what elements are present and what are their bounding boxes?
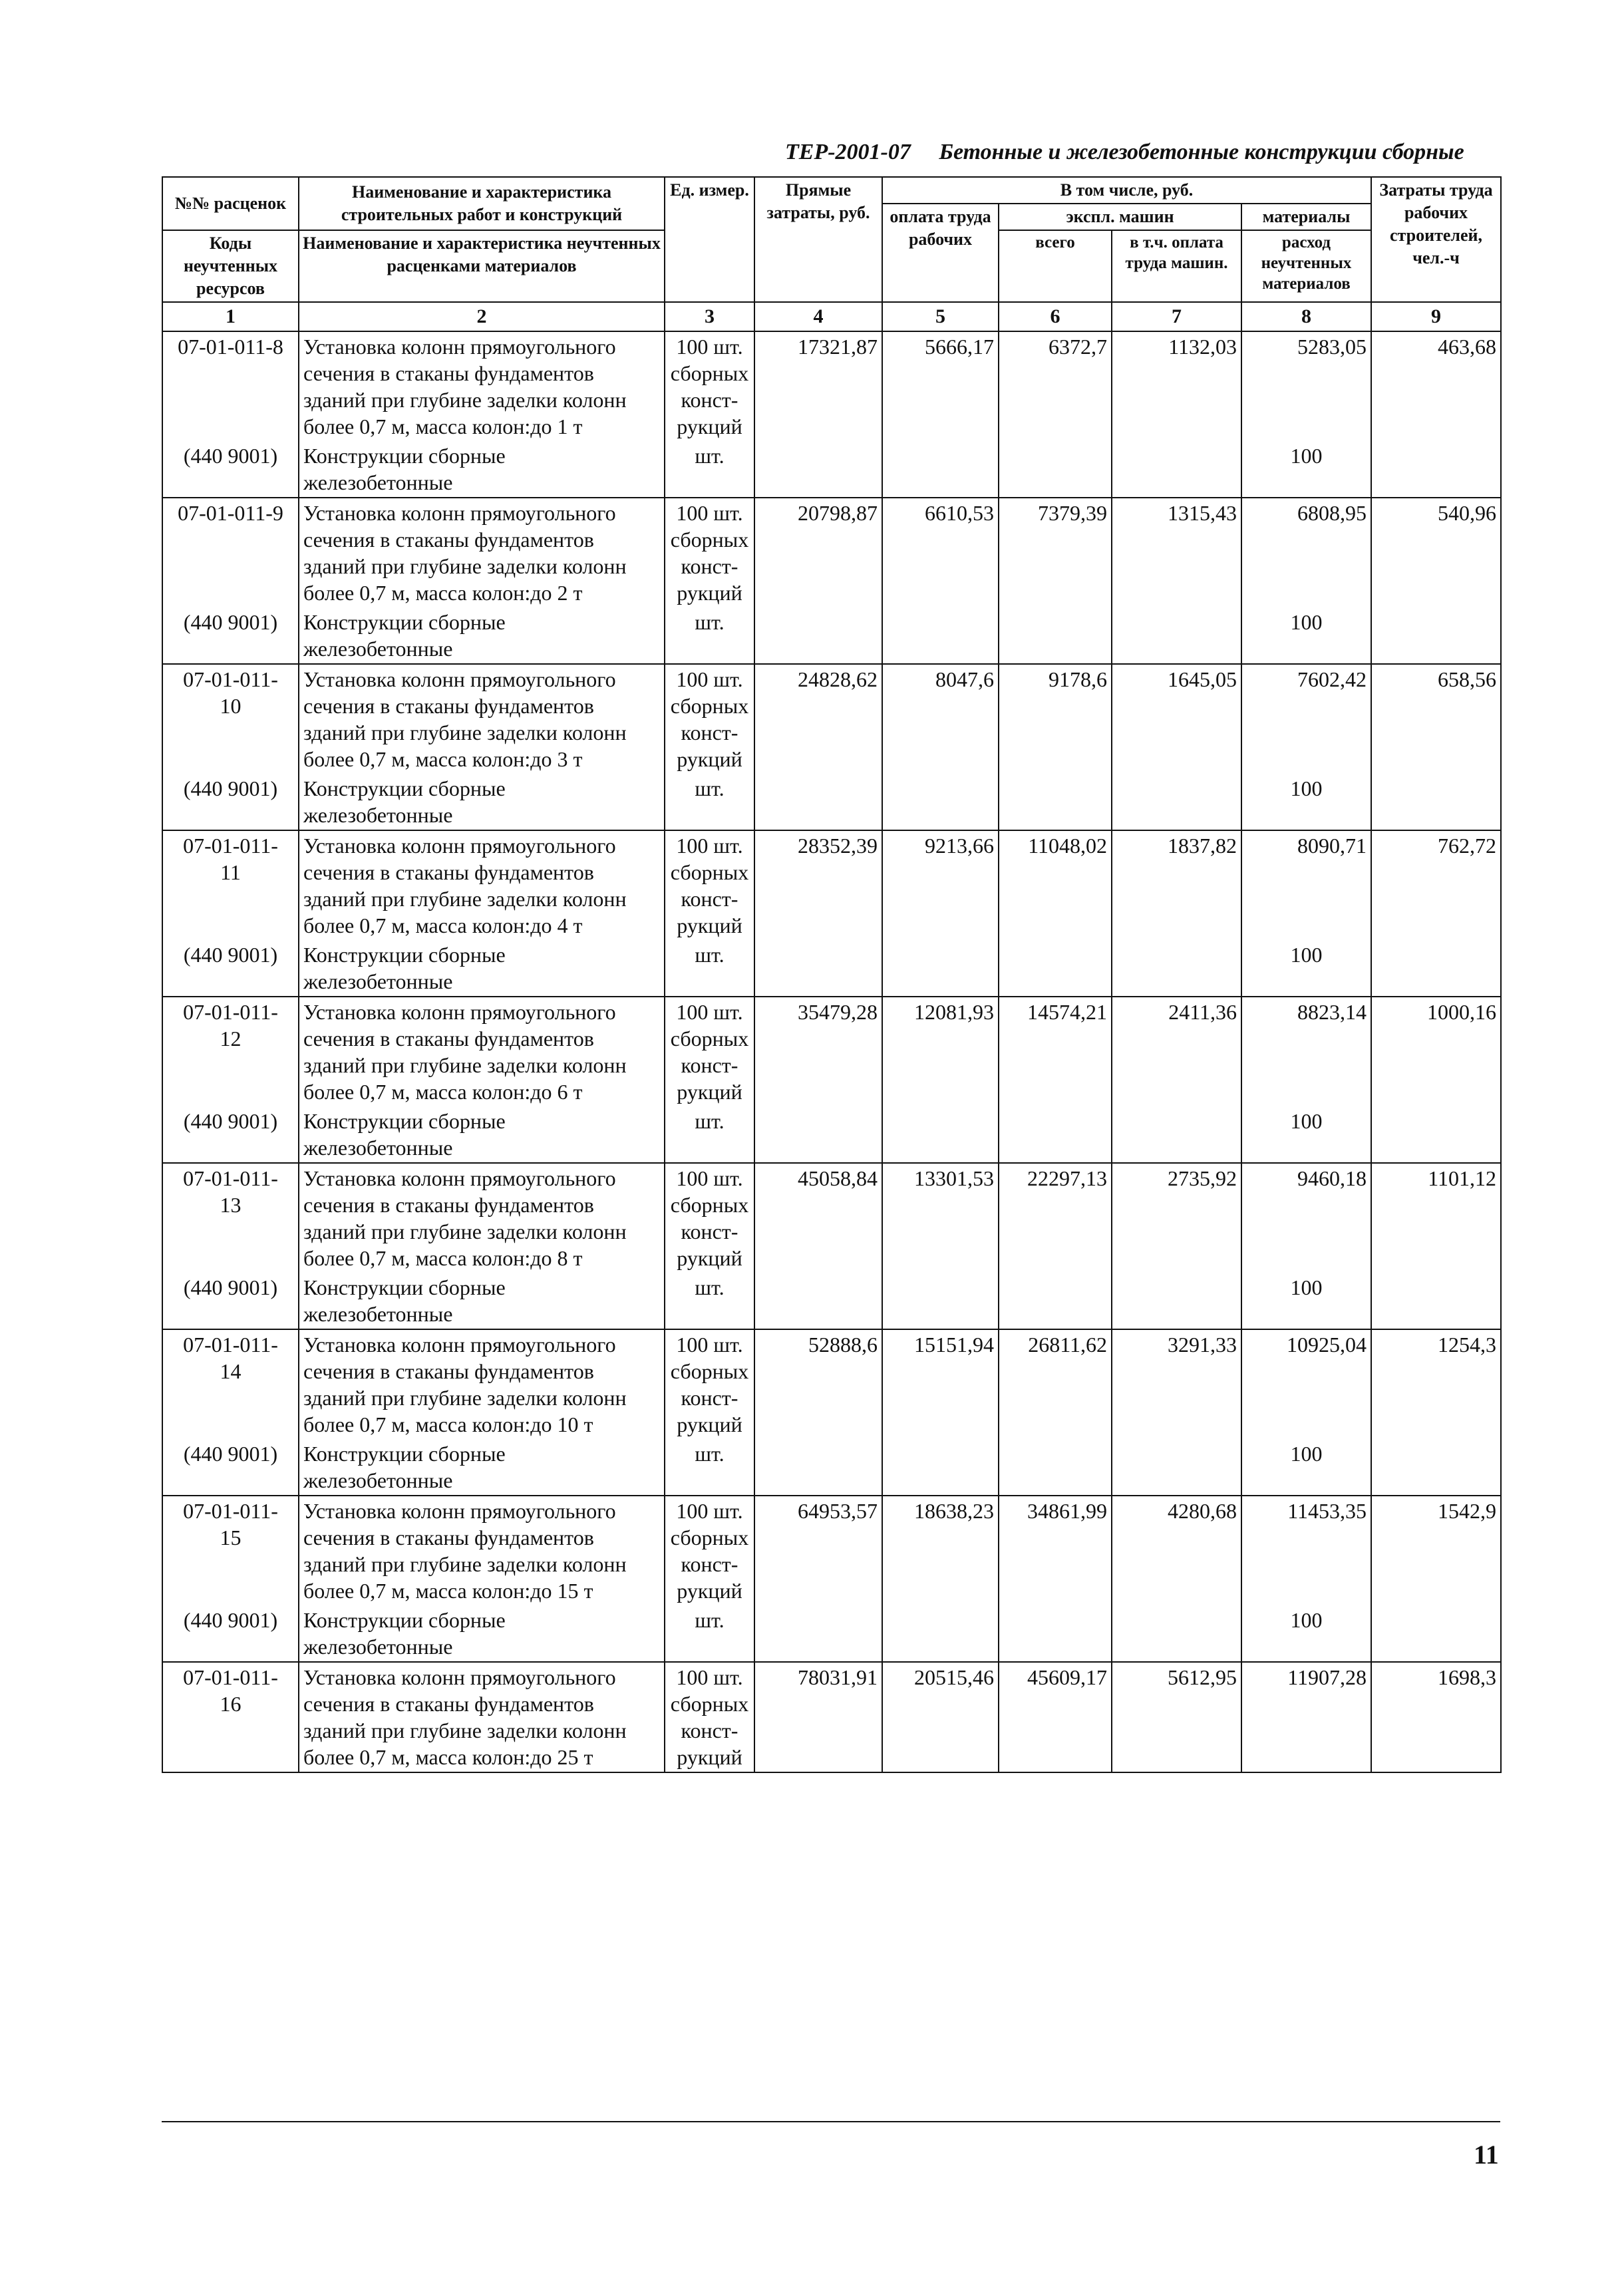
labor-pay-cell: 12081,93 [882,997,999,1106]
machine-labor-cell: 2735,92 [1112,1163,1241,1273]
direct-cost-cell: 20798,87 [754,498,882,607]
header-col1-a: №№ расценок [162,177,299,230]
direct-cost-cell: 35479,28 [754,997,882,1106]
labor-hours-cell: 1000,16 [1371,997,1501,1106]
materials-cell: 7602,42 [1241,664,1371,774]
resource-row [162,774,1501,830]
header-col3: Ед. измер. [665,177,754,302]
unit-cell: 100 шт. сборных конст-рукций [665,664,754,774]
empty-cell [882,1106,999,1163]
resource-row [162,1439,1501,1496]
resource-unit-cell: шт. [665,940,754,997]
labor-pay-cell: 9213,66 [882,830,999,940]
unit-cell: 100 шт. сборных конст-рукций [665,1163,754,1273]
resource-name-cell: Конструкции сборные железобетонные [299,441,665,498]
machine-labor-cell: 1315,43 [1112,498,1241,607]
table-row [162,1662,1501,1772]
resource-unit-cell: шт. [665,1106,754,1163]
labor-hours-cell: 1101,12 [1371,1163,1501,1273]
direct-cost-cell: 17321,87 [754,331,882,441]
empty-cell [1371,1439,1501,1496]
page-header [785,140,1500,165]
table-row [162,331,1501,441]
resource-qty-cell: 100 [1241,1106,1371,1163]
materials-cell: 8823,14 [1241,997,1371,1106]
machine-cost-cell: 26811,62 [999,1329,1112,1439]
work-name-cell: Установка колонн прямоугольного сечения в стаканы фундаментов зданий при глубине заделки колонн более 0,7 м, масса колон:до 8 т [299,1163,665,1273]
empty-cell [1371,1273,1501,1329]
table-row [162,498,1501,607]
column-number: 8 [1241,302,1371,331]
resource-code-cell: (440 9001) [162,1439,299,1496]
work-name-cell: Установка колонн прямоугольного сечения в стаканы фундаментов зданий при глубине заделки колонн более 0,7 м, масса колон:до 1 т [299,331,665,441]
header-col4: Прямые затраты, руб. [754,177,882,302]
unit-cell: 100 шт. сборных конст-рукций [665,1496,754,1605]
resource-name-cell: Конструкции сборные железобетонные [299,774,665,830]
labor-hours-cell: 762,72 [1371,830,1501,940]
resource-unit-cell: шт. [665,1605,754,1662]
labor-pay-cell: 6610,53 [882,498,999,607]
rate-code-cell: 07-01-011- 16 [162,1662,299,1772]
resource-code-cell: (440 9001) [162,940,299,997]
resource-name-cell: Конструкции сборные железобетонные [299,1106,665,1163]
machine-cost-cell: 6372,7 [999,331,1112,441]
column-number: 3 [665,302,754,331]
resource-row [162,1605,1501,1662]
header-col2-a: Наименование и характеристика строительных работ и конструкций [299,177,665,230]
resource-code-cell: (440 9001) [162,1106,299,1163]
labor-hours-cell: 658,56 [1371,664,1501,774]
empty-cell [1112,940,1241,997]
resource-code-cell: (440 9001) [162,607,299,664]
empty-cell [754,441,882,498]
rate-code-cell: 07-01-011-9 [162,498,299,607]
empty-cell [1371,940,1501,997]
footer-divider [162,2121,1500,2122]
unit-cell: 100 шт. сборных конст-рукций [665,331,754,441]
resource-qty-cell: 100 [1241,441,1371,498]
empty-cell [1112,441,1241,498]
empty-cell [999,1439,1112,1496]
resource-qty-cell: 100 [1241,1439,1371,1496]
resource-code-cell: (440 9001) [162,441,299,498]
header-group: В том числе, руб. [882,177,1371,204]
empty-cell [1371,1106,1501,1163]
machine-cost-cell: 45609,17 [999,1662,1112,1772]
work-name-cell: Установка колонн прямоугольного сечения в стаканы фундаментов зданий при глубине заделки колонн более 0,7 м, масса колон:до 3 т [299,664,665,774]
work-name-cell: Установка колонн прямоугольного сечения в стаканы фундаментов зданий при глубине заделки колонн более 0,7 м, масса колон:до 2 т [299,498,665,607]
labor-hours-cell: 463,68 [1371,331,1501,441]
direct-cost-cell: 64953,57 [754,1496,882,1605]
header-col9: Затраты труда рабочих строителей, чел.-ч [1371,177,1501,302]
empty-cell [754,607,882,664]
resource-name-cell: Конструкции сборные железобетонные [299,1439,665,1496]
resource-name-cell: Конструкции сборные железобетонные [299,940,665,997]
header-col5: оплата труда рабочих [882,204,999,302]
labor-hours-cell: 1698,3 [1371,1662,1501,1772]
resource-code-cell: (440 9001) [162,1273,299,1329]
empty-cell [1112,1605,1241,1662]
header-col2-b: Наименование и характеристика неучтенных расценками материалов [299,230,665,302]
rates-table [162,176,1502,1773]
empty-cell [999,441,1112,498]
page-number: 11 [1474,2140,1499,2170]
work-name-cell: Установка колонн прямоугольного сечения в стаканы фундаментов зданий при глубине заделки колонн более 0,7 м, масса колон:до 6 т [299,997,665,1106]
work-name-cell: Установка колонн прямоугольного сечения в стаканы фундаментов зданий при глубине заделки колонн более 0,7 м, масса колон:до 4 т [299,830,665,940]
unit-cell: 100 шт. сборных конст-рукций [665,1329,754,1439]
resource-qty-cell: 100 [1241,607,1371,664]
labor-pay-cell: 13301,53 [882,1163,999,1273]
resource-unit-cell: шт. [665,441,754,498]
machine-cost-cell: 34861,99 [999,1496,1112,1605]
resource-qty-cell: 100 [1241,774,1371,830]
machine-labor-cell: 1132,03 [1112,331,1241,441]
empty-cell [1112,1439,1241,1496]
empty-cell [754,1106,882,1163]
resource-row [162,607,1501,664]
labor-pay-cell: 20515,46 [882,1662,999,1772]
materials-cell: 9460,18 [1241,1163,1371,1273]
resource-unit-cell: шт. [665,1439,754,1496]
column-number: 6 [999,302,1112,331]
resource-unit-cell: шт. [665,774,754,830]
rate-code-cell: 07-01-011- 14 [162,1329,299,1439]
empty-cell [1371,441,1501,498]
column-number: 2 [299,302,665,331]
table-row [162,1329,1501,1439]
header-col6: всего [999,230,1112,302]
empty-cell [882,774,999,830]
rate-code-cell: 07-01-011- 12 [162,997,299,1106]
column-number: 4 [754,302,882,331]
empty-cell [1371,774,1501,830]
empty-cell [1112,774,1241,830]
header-col8-a: материалы [1241,204,1371,230]
materials-cell: 11453,35 [1241,1496,1371,1605]
column-number-row [162,302,1501,331]
empty-cell [999,1106,1112,1163]
direct-cost-cell: 78031,91 [754,1662,882,1772]
machine-labor-cell: 2411,36 [1112,997,1241,1106]
direct-cost-cell: 24828,62 [754,664,882,774]
materials-cell: 11907,28 [1241,1662,1371,1772]
resource-unit-cell: шт. [665,607,754,664]
table-header-row-1 [162,177,1501,204]
empty-cell [999,1605,1112,1662]
machine-cost-cell: 7379,39 [999,498,1112,607]
resource-name-cell: Конструкции сборные железобетонные [299,607,665,664]
empty-cell [882,1605,999,1662]
table-row [162,664,1501,774]
empty-cell [999,774,1112,830]
materials-cell: 10925,04 [1241,1329,1371,1439]
resource-qty-cell: 100 [1241,1273,1371,1329]
empty-cell [754,1605,882,1662]
materials-cell: 6808,95 [1241,498,1371,607]
header-col1-b: Коды неучтенных ресурсов [162,230,299,302]
column-number: 7 [1112,302,1241,331]
empty-cell [999,1273,1112,1329]
empty-cell [1371,1605,1501,1662]
empty-cell [999,607,1112,664]
table-row [162,1163,1501,1273]
labor-hours-cell: 1542,9 [1371,1496,1501,1605]
unit-cell: 100 шт. сборных конст-рукций [665,498,754,607]
empty-cell [882,1273,999,1329]
empty-cell [882,441,999,498]
table-row [162,997,1501,1106]
empty-cell [1112,1106,1241,1163]
labor-pay-cell: 8047,6 [882,664,999,774]
resource-qty-cell: 100 [1241,940,1371,997]
machine-labor-cell: 1837,82 [1112,830,1241,940]
unit-cell: 100 шт. сборных конст-рукций [665,1662,754,1772]
table-body [162,331,1501,1772]
document-code: ТЕР-2001-07 [785,140,911,164]
direct-cost-cell: 45058,84 [754,1163,882,1273]
empty-cell [754,1439,882,1496]
empty-cell [754,774,882,830]
header-group-machines: экспл. машин [999,204,1241,230]
rate-code-cell: 07-01-011- 15 [162,1496,299,1605]
labor-pay-cell: 18638,23 [882,1496,999,1605]
resource-row [162,1273,1501,1329]
empty-cell [882,607,999,664]
table-row [162,830,1501,940]
rate-code-cell: 07-01-011- 10 [162,664,299,774]
empty-cell [882,1439,999,1496]
work-name-cell: Установка колонн прямоугольного сечения в стаканы фундаментов зданий при глубине заделки колонн более 0,7 м, масса колон:до 10 т [299,1329,665,1439]
table-row [162,1496,1501,1605]
empty-cell [999,940,1112,997]
rate-code-cell: 07-01-011- 13 [162,1163,299,1273]
work-name-cell: Установка колонн прямоугольного сечения в стаканы фундаментов зданий при глубине заделки колонн более 0,7 м, масса колон:до 15 т [299,1496,665,1605]
machine-labor-cell: 5612,95 [1112,1662,1241,1772]
column-number: 9 [1371,302,1501,331]
direct-cost-cell: 52888,6 [754,1329,882,1439]
resource-name-cell: Конструкции сборные железобетонные [299,1273,665,1329]
resource-row [162,441,1501,498]
empty-cell [1371,607,1501,664]
labor-pay-cell: 15151,94 [882,1329,999,1439]
resource-unit-cell: шт. [665,1273,754,1329]
resource-row [162,1106,1501,1163]
empty-cell [1112,1273,1241,1329]
machine-cost-cell: 14574,21 [999,997,1112,1106]
machine-cost-cell: 9178,6 [999,664,1112,774]
unit-cell: 100 шт. сборных конст-рукций [665,830,754,940]
labor-hours-cell: 540,96 [1371,498,1501,607]
unit-cell: 100 шт. сборных конст-рукций [665,997,754,1106]
materials-cell: 5283,05 [1241,331,1371,441]
empty-cell [754,1273,882,1329]
materials-cell: 8090,71 [1241,830,1371,940]
empty-cell [754,940,882,997]
work-name-cell: Установка колонн прямоугольного сечения в стаканы фундаментов зданий при глубине заделки колонн более 0,7 м, масса колон:до 25 т [299,1662,665,1772]
rate-code-cell: 07-01-011- 11 [162,830,299,940]
empty-cell [1112,607,1241,664]
resource-qty-cell: 100 [1241,1605,1371,1662]
rate-code-cell: 07-01-011-8 [162,331,299,441]
document-title: Бетонные и железобетонные конструкции сборные [939,140,1464,164]
machine-cost-cell: 22297,13 [999,1163,1112,1273]
column-number: 1 [162,302,299,331]
machine-cost-cell: 11048,02 [999,830,1112,940]
header-col7: в т.ч. оплата труда машин. [1112,230,1241,302]
empty-cell [882,940,999,997]
resource-name-cell: Конструкции сборные железобетонные [299,1605,665,1662]
machine-labor-cell: 3291,33 [1112,1329,1241,1439]
machine-labor-cell: 1645,05 [1112,664,1241,774]
machine-labor-cell: 4280,68 [1112,1496,1241,1605]
resource-code-cell: (440 9001) [162,1605,299,1662]
header-col8-b: расход неучтенных материалов [1241,230,1371,302]
labor-hours-cell: 1254,3 [1371,1329,1501,1439]
direct-cost-cell: 28352,39 [754,830,882,940]
column-number: 5 [882,302,999,331]
resource-code-cell: (440 9001) [162,774,299,830]
resource-row [162,940,1501,997]
labor-pay-cell: 5666,17 [882,331,999,441]
